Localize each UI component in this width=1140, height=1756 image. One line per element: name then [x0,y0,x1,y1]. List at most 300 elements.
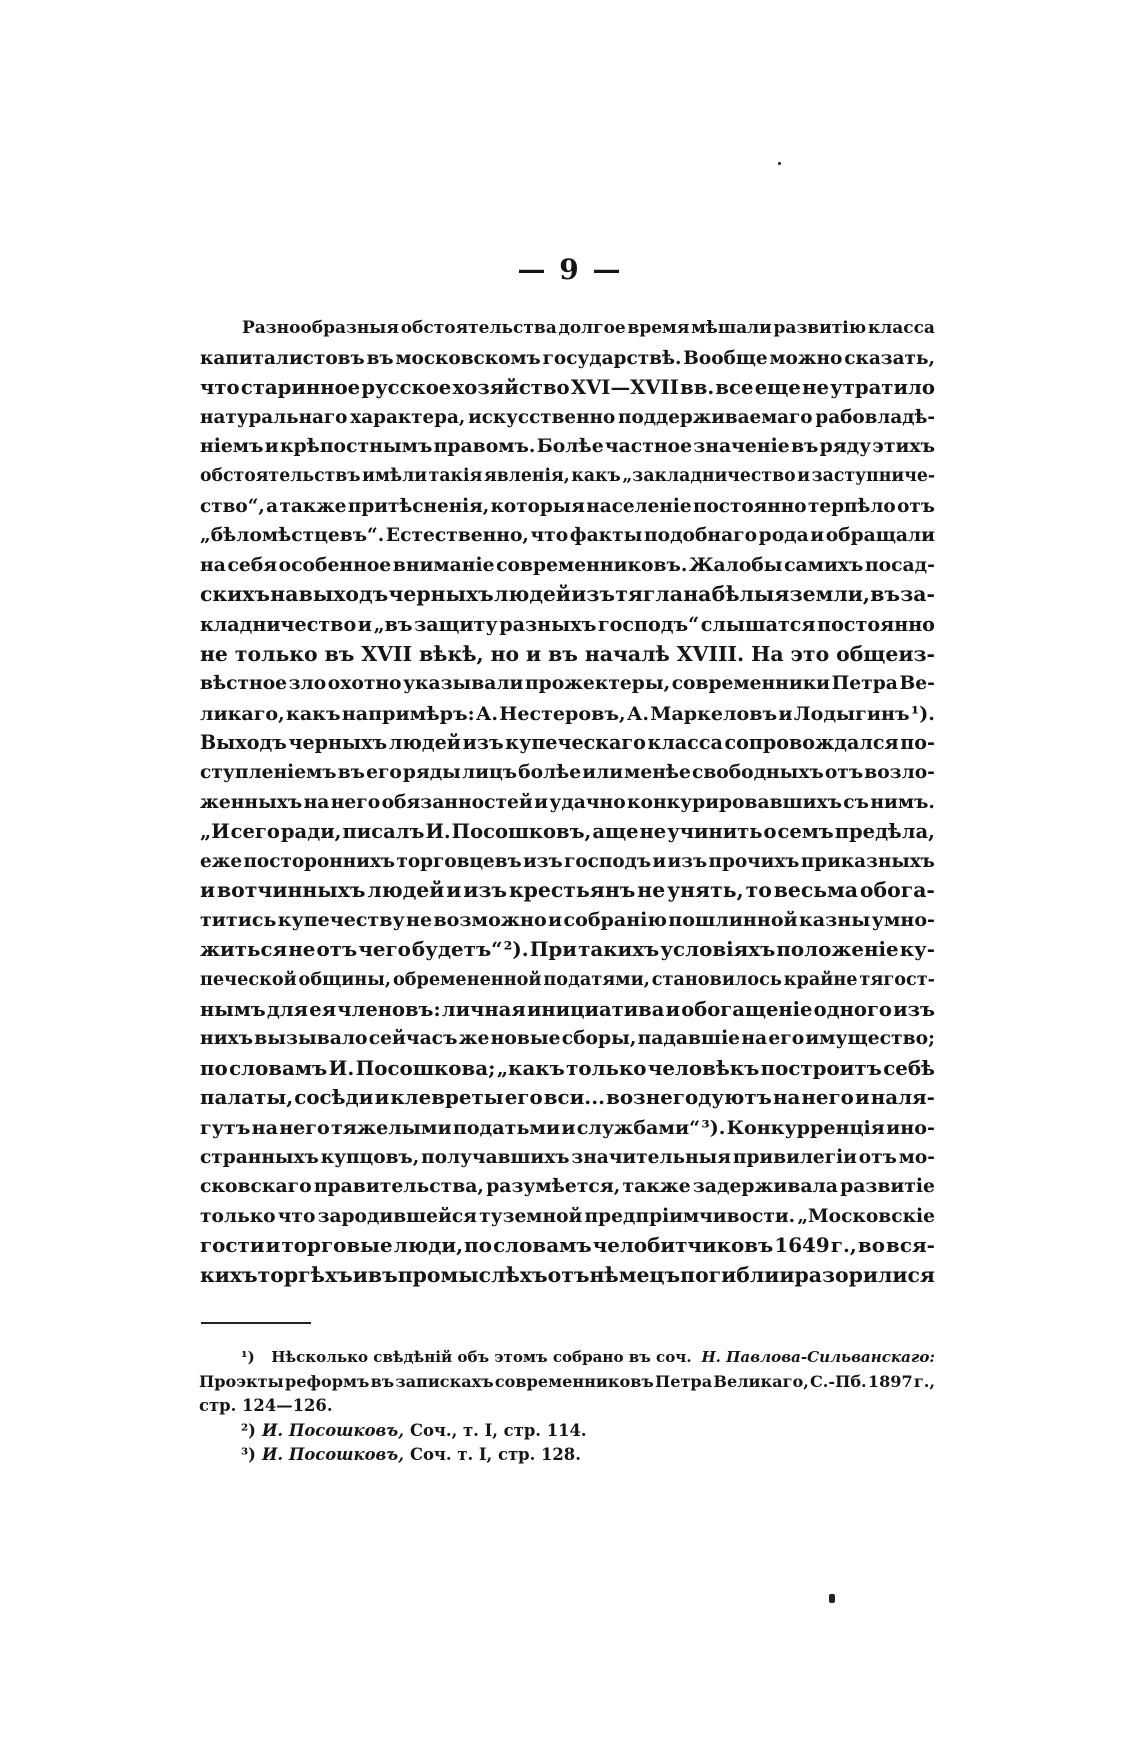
word: натуральнаго [200,406,348,428]
text-line [200,1113,935,1143]
word: и [264,435,279,458]
text-line [200,551,935,581]
word: защиту [414,612,498,636]
word: въ [790,435,819,458]
word: ступленіемъ [200,760,337,783]
word: вѣстное [200,672,288,695]
word: прочихъ [708,850,800,872]
word: о [763,820,777,844]
word: и [534,790,548,813]
word: житься [200,937,288,962]
word: г., [830,1233,857,1258]
word: обстоятельствъ [200,465,361,486]
word: титись [200,908,277,931]
footnote-1-marker: ¹) [241,1348,255,1366]
word: съ [843,790,869,813]
word: При [529,937,577,962]
word: ради, [280,820,342,844]
word: факты [569,524,643,547]
text-line [200,699,935,729]
word: разумѣется, [486,1175,621,1198]
word: привилегіи [732,1146,857,1168]
word: черныхъ [388,582,494,607]
word: правительства, [313,1175,484,1198]
word: въ [324,641,355,666]
word: этихъ [872,435,935,458]
word: умно- [871,908,935,931]
word: казны [799,908,871,931]
word: не [406,908,433,931]
word: по [464,1233,492,1258]
word: изъ [463,878,508,903]
word: свободныхъ [691,760,824,783]
word: Лодыгинъ [793,701,910,725]
word: Естественно, [385,524,529,547]
word: въ [366,347,394,369]
word: охотно [327,672,402,695]
word: современниковъ. [496,553,688,576]
word: разныхъ [499,612,597,636]
footnote-2 [199,1419,935,1444]
word: А. [475,701,499,725]
word: положеніе [776,937,899,962]
word: личная [441,997,526,1021]
word: Вообще [683,347,768,369]
word: посторонниxъ [243,850,396,872]
word: рабовладѣ- [815,406,935,428]
text-line [200,314,935,344]
word: только [234,641,318,666]
word: службами“ [576,1116,701,1140]
word: удачно [549,790,626,813]
word: людей [367,878,445,903]
word: то [745,878,772,903]
word: на [303,790,330,813]
word: бѣлыя [711,582,790,607]
word: современниковъ [494,1371,654,1391]
word: Посошкова; [355,1055,496,1080]
word: только [566,1055,647,1080]
footnote-2-marker: ²) [241,1420,256,1440]
word: и [779,1263,795,1287]
text-line [200,817,935,847]
word: и [561,1116,576,1140]
word: Посошковъ, [451,820,592,844]
word: отъ [858,1146,897,1168]
word: ряды [402,760,461,783]
word: частное [604,435,693,458]
word: людей [388,731,461,755]
word: старинное [240,376,361,400]
word: слышатся [700,612,816,636]
word: господъ [564,850,652,872]
word: значеніе [693,435,790,458]
word: становилось [651,969,782,991]
word: собранію [563,908,667,931]
word: предѣла, [834,820,935,844]
word: скихъ [200,582,271,607]
word: изъ [667,850,708,872]
word: наля- [870,1085,935,1110]
word: С.-Пб. [809,1371,867,1391]
word: все [715,376,754,400]
word: словамъ [493,1233,592,1258]
word: женныхъ [200,790,303,813]
word: и [665,997,681,1021]
word: кихъ [200,1263,258,1287]
word: по- [900,731,935,755]
word: его [366,760,402,783]
word: На [751,641,784,666]
word: мо- [898,1146,935,1168]
word: имущество; [805,1027,935,1050]
word: еже [200,850,243,872]
word: сковскаго [200,1175,312,1198]
word: не [637,878,666,903]
word: на [772,1085,801,1110]
word: Конкурренція [726,1116,885,1140]
word: задерживала [692,1175,838,1198]
word: и [265,1233,281,1258]
word: сего [230,820,280,844]
word: имѣли [362,465,428,486]
word: искусственно [468,406,616,428]
word: которыя [490,495,585,517]
word: человѣкъ [647,1055,760,1080]
word: крестьянъ [508,878,636,903]
word: также [622,1175,691,1198]
text-line [200,1054,935,1084]
page-number: — 9 — [517,253,623,286]
word: „бѣломѣстцевъ“. [200,524,385,547]
text-line [200,1024,935,1054]
word: постоянно [817,612,935,636]
word: Петра [831,672,898,695]
text-line [200,344,935,374]
word: обогащеніе [681,997,813,1021]
word: какъ [571,465,621,486]
word: развитію [773,318,867,338]
word: долгое [558,318,626,338]
word: отъ [547,1263,590,1287]
word: на [251,1116,278,1140]
text-line [200,432,935,462]
word: заступниче- [811,465,935,486]
text-line [200,492,935,522]
text-line [200,610,935,640]
word: вотчинныхъ [217,878,366,903]
word: хозяйство [452,376,570,400]
word: началѣ [584,641,670,666]
word: указывали [403,672,524,695]
word: отъ [824,760,864,783]
word: также [279,495,347,517]
text-line [200,788,935,818]
footnote-3-author: И. Посошковъ, [261,1445,404,1464]
word: вси... [543,1085,605,1110]
text-line [200,1202,935,1232]
word: и [778,701,793,725]
word: гутъ [200,1116,251,1140]
word: такихъ [578,937,660,962]
footnote-2-author: И. Посошковъ, [261,1420,404,1440]
word: членовъ: [337,997,441,1021]
text-line [200,995,935,1025]
scan-speck [778,162,781,165]
word: Петра [654,1371,713,1391]
word: крѣпостнымъ [279,435,433,458]
word: А. [626,701,650,725]
word: XVIII. [676,641,745,666]
word: класса [867,318,935,338]
word: и [652,850,667,872]
text-line [200,876,935,906]
word: и [810,524,825,547]
word: ино- [886,1116,935,1140]
word: запискахъ [395,1371,494,1391]
text-line [200,1261,935,1291]
word: учинить [667,820,763,844]
word: прожектеры, [524,672,671,695]
word: выходъ [298,582,389,607]
footnote-1-lead: Нѣсколько свѣдѣній объ этомъ собрано въ соч. [271,1348,692,1366]
word: не [802,376,829,400]
word: въ [870,582,900,607]
word: общины, [298,969,392,991]
word: современники [671,672,831,695]
word: условіяхъ [660,937,776,962]
word: ку- [899,937,935,962]
word: чего [358,937,411,962]
word: „И [200,820,230,844]
word: вызывало [254,1027,368,1050]
word: и [200,878,216,903]
word: русское [361,376,452,400]
word: XVI—XVII [570,376,679,400]
word: торговцевъ [396,850,522,872]
word: Ве- [899,672,935,695]
word: инициатива [526,997,665,1021]
word: нимъ. [870,790,935,813]
word: „въ [373,612,413,636]
word: словамъ [229,1055,328,1080]
footnote-3-text: Соч. т. I, стр. 128. [409,1445,581,1464]
word: какъ [286,701,341,725]
footnote-3-marker: ³) [241,1445,256,1464]
word: новые [490,1027,561,1050]
word: поддерживаемаго [618,406,813,428]
footnote-1-line-2 [199,1370,935,1395]
word: напримѣръ: [341,701,475,725]
word: что [530,524,569,547]
word: развитіе [840,1175,935,1198]
word: такія [428,465,483,486]
word: что [200,376,240,400]
word: реформъ [284,1371,370,1391]
word: Разнообразныя [242,318,399,338]
word: построитъ [760,1055,882,1080]
word: писалъ [342,820,425,844]
word: 1649 [774,1233,830,1258]
word: ство“, [200,495,265,517]
word: сказать, [844,347,935,369]
word: во [857,1233,885,1258]
word: унять, [667,878,744,903]
word: только [200,1205,276,1227]
word: изъ [462,731,504,755]
word: XVII [361,641,413,666]
text-line [200,1172,935,1202]
word: посад- [864,553,935,576]
word: „Московскіе [797,1205,935,1227]
word: купеческаго [505,731,646,755]
text-line [200,728,935,758]
word: „закладничество [622,465,796,486]
word: самихъ [784,553,864,576]
footnote-1-text [241,1345,692,1370]
word: обстоятельства [400,318,557,338]
text-line [200,669,935,699]
word: люди, [393,1233,464,1258]
word: падавшіе [637,1027,741,1050]
word: на [683,582,712,607]
word: и [526,641,542,666]
word: палаты, [200,1085,294,1110]
word: господъ“ [597,612,700,636]
word: время [627,318,690,338]
word: разорилися [794,1263,935,1287]
word: И. [425,820,451,844]
word: по [200,1055,228,1080]
word: него [330,790,381,813]
word: купечеству [277,908,405,931]
word: что [277,1205,316,1227]
word: Болѣе [536,435,604,458]
word: ³). [701,1116,726,1140]
word: въ [337,760,365,783]
word: же [458,1027,490,1050]
word: особенное [278,553,392,576]
word: мѣшали [691,318,772,338]
word: изъ [893,997,935,1021]
word: капиталистовъ [200,347,365,369]
word: нымъ [200,997,266,1021]
word: Маркеловъ [650,701,778,725]
word: странныхъ [200,1146,319,1168]
word: не [200,641,228,666]
word: туземной [479,1205,583,1227]
word: на [270,582,299,607]
word: въ [548,641,578,666]
word: а [266,495,279,517]
footnote-3 [199,1443,935,1468]
word: одного [813,997,892,1021]
word: обращали [825,524,935,547]
word: податьми [452,1116,561,1140]
footnote-1-line-3: стр. 124—126. [199,1396,333,1415]
text-line [200,906,935,936]
word: приказныхъ [800,850,935,872]
word: ніемъ [200,435,264,458]
word: гости [200,1233,265,1258]
word: его [504,1085,543,1110]
word: будетъ“ [411,937,503,962]
word: ея [309,997,337,1021]
word: аще [592,820,639,844]
word: рода [758,524,809,547]
footnotes [199,1345,935,1468]
word: населеніе [586,495,692,517]
word: правомъ. [433,435,536,458]
word: менѣе [624,760,691,783]
word: „какъ [496,1055,565,1080]
word: утратило [830,376,935,400]
word: явленія, [483,465,570,486]
word: сейчасъ [368,1027,458,1050]
word: и [548,908,563,931]
word: земли, [789,582,870,607]
text-line [200,1231,935,1261]
word: вся- [886,1233,935,1258]
word: Проэкты [199,1371,284,1391]
word: это [790,641,830,666]
word: на [741,1027,768,1050]
word: болѣе [518,760,582,783]
word: и [374,1085,390,1110]
word: него [801,1085,854,1110]
word: и [357,612,372,636]
word: и [797,465,811,486]
word: печеской [200,969,297,991]
word: еще [754,376,801,400]
text-line [200,1143,935,1173]
word: торговые [281,1233,393,1258]
word: отъ [316,937,358,962]
word: людей [494,582,572,607]
body-text [200,314,935,1291]
word: пошлинной [668,908,798,931]
text-line [200,1083,935,1113]
word: и [352,1263,368,1287]
word: ряду [819,435,872,458]
word: и [854,1085,870,1110]
word: вниманіе [392,553,495,576]
word: обремененной [392,969,542,991]
word: клевреты [390,1085,504,1110]
word: зло [288,672,327,695]
word: податями, [543,969,650,991]
word: сборы, [561,1027,637,1050]
word: Нестеровъ, [499,701,626,725]
word: Выходъ [200,731,287,755]
word: тягла [615,582,684,607]
word: погибли [680,1263,780,1287]
word: отъ [897,495,935,517]
word: не [639,820,667,844]
word: ликаго, [200,701,285,725]
footnote-divider [201,1322,311,1324]
word: получавшихъ [421,1146,570,1168]
word: не [288,937,316,962]
word: ²). [503,937,529,962]
word: общеиз- [836,641,935,666]
word: кладничество [200,612,357,636]
word: вѣкѣ, [418,641,484,666]
text-line [200,935,935,965]
word: себѣ [883,1055,935,1080]
scan-speck [829,1594,835,1603]
text-line [200,403,935,433]
